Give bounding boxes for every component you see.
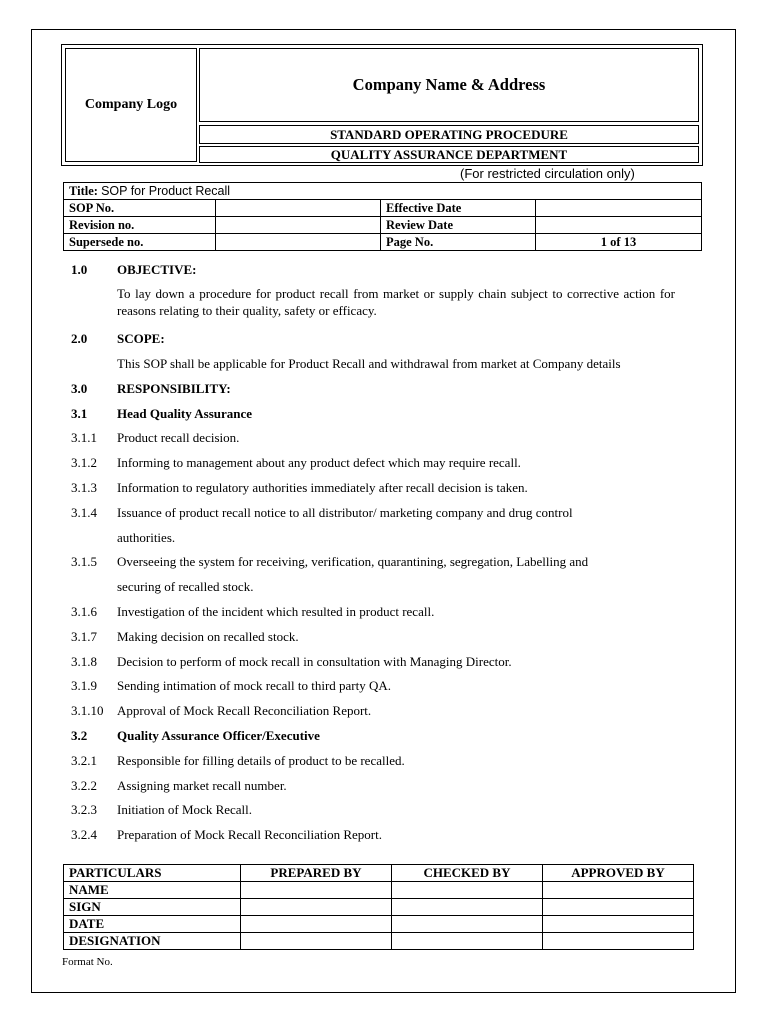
item-number: 3.1.2 [71,455,97,471]
item-number: 3.2.1 [71,752,97,768]
list-item [71,699,675,724]
page-no-value: 1 of 13 [536,234,702,251]
sop-heading: STANDARD OPERATING PROCEDURE [199,125,699,144]
signoff-column-header: PREPARED BY [240,865,391,882]
signoff-column-header: PARTICULARS [64,865,241,882]
supersede-label: Supersede no. [64,234,216,251]
signoff-cell [240,916,391,933]
subsection-heading [71,401,675,426]
list-item [71,476,675,501]
section-heading [71,258,675,283]
item-text: Decision to perform of mock recall in consultation with Managing Director. [117,653,512,669]
item-number: 3.1.9 [71,678,97,694]
subsection-number: 3.2 [71,727,88,743]
company-logo-placeholder: Company Logo [65,48,197,162]
company-name: Company Name & Address [199,48,699,122]
list-item [71,426,675,451]
signoff-row-label: DESIGNATION [64,933,241,950]
title-value: SOP for Product Recall [101,183,231,198]
effective-date-label: Effective Date [381,200,536,217]
section-heading [71,327,675,352]
list-item [71,674,675,699]
signoff-cell [542,882,693,899]
revision-label: Revision no. [64,217,216,234]
item-number: 3.1.8 [71,653,97,669]
item-number: 3.1.4 [71,504,97,520]
subsection-title: Head Quality Assurance [117,405,253,421]
item-text: Approval of Mock Recall Reconciliation Report. [117,703,372,719]
sop-body [71,258,675,848]
section-heading [71,376,675,401]
subsection-heading [71,724,675,749]
signoff-cell [391,933,542,950]
signoff-row [64,916,694,933]
signoff-column-header: APPROVED BY [542,865,693,882]
item-text-continued: authorities. [117,529,176,545]
item-number: 3.2.4 [71,827,97,843]
signoff-row [64,899,694,916]
item-text: Initiation of Mock Recall. [117,802,253,818]
department-heading: QUALITY ASSURANCE DEPARTMENT [199,146,699,163]
list-item [71,451,675,476]
item-number: 3.1.1 [71,430,97,446]
item-text: Product recall decision. [117,430,240,446]
list-item [71,748,675,773]
signoff-cell [240,933,391,950]
list-item [71,600,675,625]
section-title: SCOPE: [117,331,165,347]
sop-no-value [216,200,381,217]
format-number: Format No. [62,956,113,968]
signoff-row [64,933,694,950]
subsection-number: 3.1 [71,405,88,421]
item-text: Sending intimation of mock recall to third party QA. [117,678,392,694]
list-item [71,500,675,525]
signoff-header-row [64,865,694,882]
signoff-table [63,864,694,950]
page-no-label: Page No. [381,234,536,251]
list-item [71,624,675,649]
section-number: 1.0 [71,262,88,278]
effective-date-value [536,200,702,217]
list-item [71,649,675,674]
section-number: 3.0 [71,380,88,396]
signoff-cell [391,916,542,933]
signoff-column-header: CHECKED BY [391,865,542,882]
list-item [71,798,675,823]
scope-text: This SOP shall be applicable for Product Recall and withdrawal from market at Company details [117,355,621,371]
item-number: 3.2.2 [71,777,97,793]
section-number: 2.0 [71,331,88,347]
signoff-cell [391,882,542,899]
objective-text: To lay down a procedure for product recall from market or supply chain subject to corrective action for reasons relating to their quality, safety or efficacy. [117,285,675,318]
supersede-value [216,234,381,251]
signoff-row-label: NAME [64,882,241,899]
list-item [71,823,675,848]
item-number: 3.1.10 [71,703,104,719]
section-title: OBJECTIVE: [117,262,197,278]
item-text: Assigning market recall number. [117,777,287,793]
signoff-cell [542,933,693,950]
title-cell [64,183,702,200]
document-header [61,44,703,166]
signoff-cell [542,899,693,916]
item-text: Responsible for filling details of product to be recalled. [117,752,405,768]
item-number: 3.1.5 [71,554,97,570]
list-item [71,550,675,575]
list-item [71,773,675,798]
item-number: 3.1.3 [71,479,97,495]
head-qa-list [71,426,675,724]
signoff-row-label: SIGN [64,899,241,916]
signoff-cell [240,899,391,916]
document-info-table [63,182,702,251]
item-text-continued: securing of recalled stock. [117,579,254,595]
signoff-cell [240,882,391,899]
item-text: Overseeing the system for receiving, verification, quarantining, segregation, Labelling and [117,554,589,570]
item-text: Informing to management about any product defect which may require recall. [117,455,521,471]
review-date-label: Review Date [381,217,536,234]
item-number: 3.2.3 [71,802,97,818]
item-text: Making decision on recalled stock. [117,628,299,644]
item-text: Preparation of Mock Recall Reconciliation Report. [117,827,382,843]
item-number: 3.1.7 [71,628,97,644]
signoff-row [64,882,694,899]
item-text: Issuance of product recall notice to all distributor/ marketing company and drug control [117,504,573,520]
item-text: Investigation of the incident which resulted in product recall. [117,603,435,619]
sop-no-label: SOP No. [64,200,216,217]
title-label: Title: [69,183,98,198]
qa-officer-list [71,748,675,847]
restricted-note: (For restricted circulation only) [460,166,635,181]
signoff-row-label: DATE [64,916,241,933]
item-number: 3.1.6 [71,603,97,619]
revision-value [216,217,381,234]
signoff-cell [542,916,693,933]
review-date-value [536,217,702,234]
signoff-cell [391,899,542,916]
section-title: RESPONSIBILITY: [117,380,231,396]
item-text: Information to regulatory authorities immediately after recall decision is taken. [117,479,528,495]
subsection-title: Quality Assurance Officer/Executive [117,727,320,743]
